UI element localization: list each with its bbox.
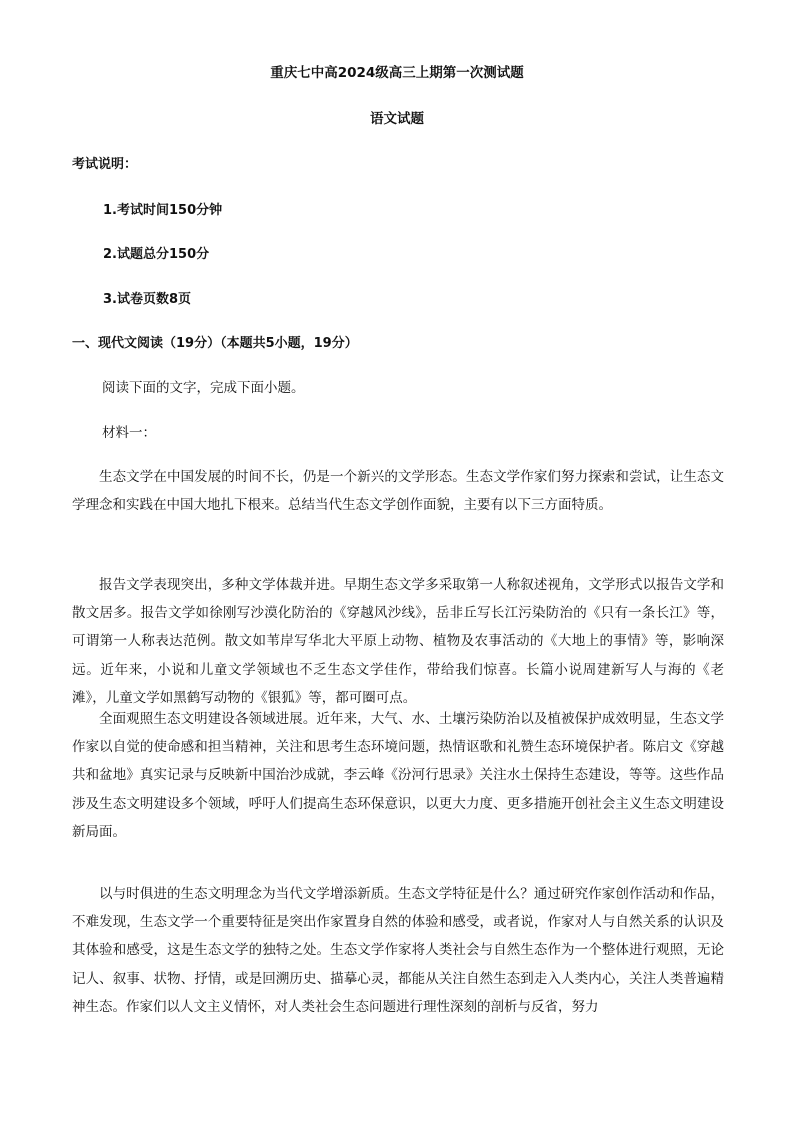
exam-note-time: 1.考试时间150分钟: [103, 203, 223, 218]
material-paragraph-2: 报告文学表现突出，多种文学体裁并进。早期生态文学多采取第一人称叙述视角，文学形式以报告文学和散文居多。报告文学如徐刚写沙漠化防治的《穿越风沙线》，岳非丘写长江污染防治的《只有一条长江》等，可谓第一人称表达范例。散文如苇岸写华北大平原上动物、植物及农事活动的《大地上的事情》等，影响深远。近年来，小说和儿童文学领域也不乏生态文学佳作，带给我们惊喜。长篇小说周建新写人与海的《老滩》，儿童文学如黑鹤写动物的《银狐》等，都可圈可点。: [72, 577, 724, 706]
material-paragraph-4: 以与时俱进的生态文明理念为当代文学增添新质。生态文学特征是什么？通过研究作家创作活动和作品，不难发现，生态文学一个重要特征是突出作家置身自然的体验和感受，或者说，作家对人与自然关系的认识及其体验和感受，这是生态文学的独特之处。生态文学作家将人类社会与自然生态作为一个整体进行观照，无论记人、叙事、状物、抒情，或是回溯历史、描摹心灵，都能从关注自然生态到走入人类内心，关注人类普遍精神生态。作家们以人文主义情怀，对人类社会生态问题进行理性深刻的剖析与反省，努力: [72, 886, 724, 1015]
material-paragraph-3: 全面观照生态文明建设各领域进展。近年来，大气、水、土壤污染防治以及植被保护成效明显，生态文学作家以自觉的使命感和担当精神，关注和思考生态环境问题，热情讴歌和礼赞生态环境保护者。陈启文《穿越共和盆地》真实记录与反映新中国治沙成就，李云峰《汾河行思录》关注水土保持生态建设，等等。这些作品涉及生态文明建设多个领域，呼吁人们提高生态环保意识，以更大力度、更多措施开创社会主义生态文明建设新局面。: [72, 711, 724, 840]
exam-note-pages: 3.试卷页数8页: [103, 292, 192, 307]
exam-notes-heading: 考试说明：: [72, 157, 138, 172]
exam-title: 重庆七中高2024级高三上期第一次测试题: [270, 65, 524, 81]
exam-note-score: 2.试题总分150分: [103, 247, 210, 262]
section-heading: 一、现代文阅读（19分）（本题共5小题，19分）: [72, 336, 358, 351]
material-paragraph-1: 生态文学在中国发展的时间不长，仍是一个新兴的文学形态。生态文学作家们努力探索和尝试，让生态文学理念和实践在中国大地扎下根来。总结当代生态文学创作面貌，主要有以下三方面特质。: [72, 469, 724, 514]
exam-subtitle: 语文试题: [370, 111, 424, 127]
reading-instruction: 阅读下面的文字，完成下面小题。: [102, 380, 305, 396]
material-label: 材料一：: [102, 425, 156, 441]
